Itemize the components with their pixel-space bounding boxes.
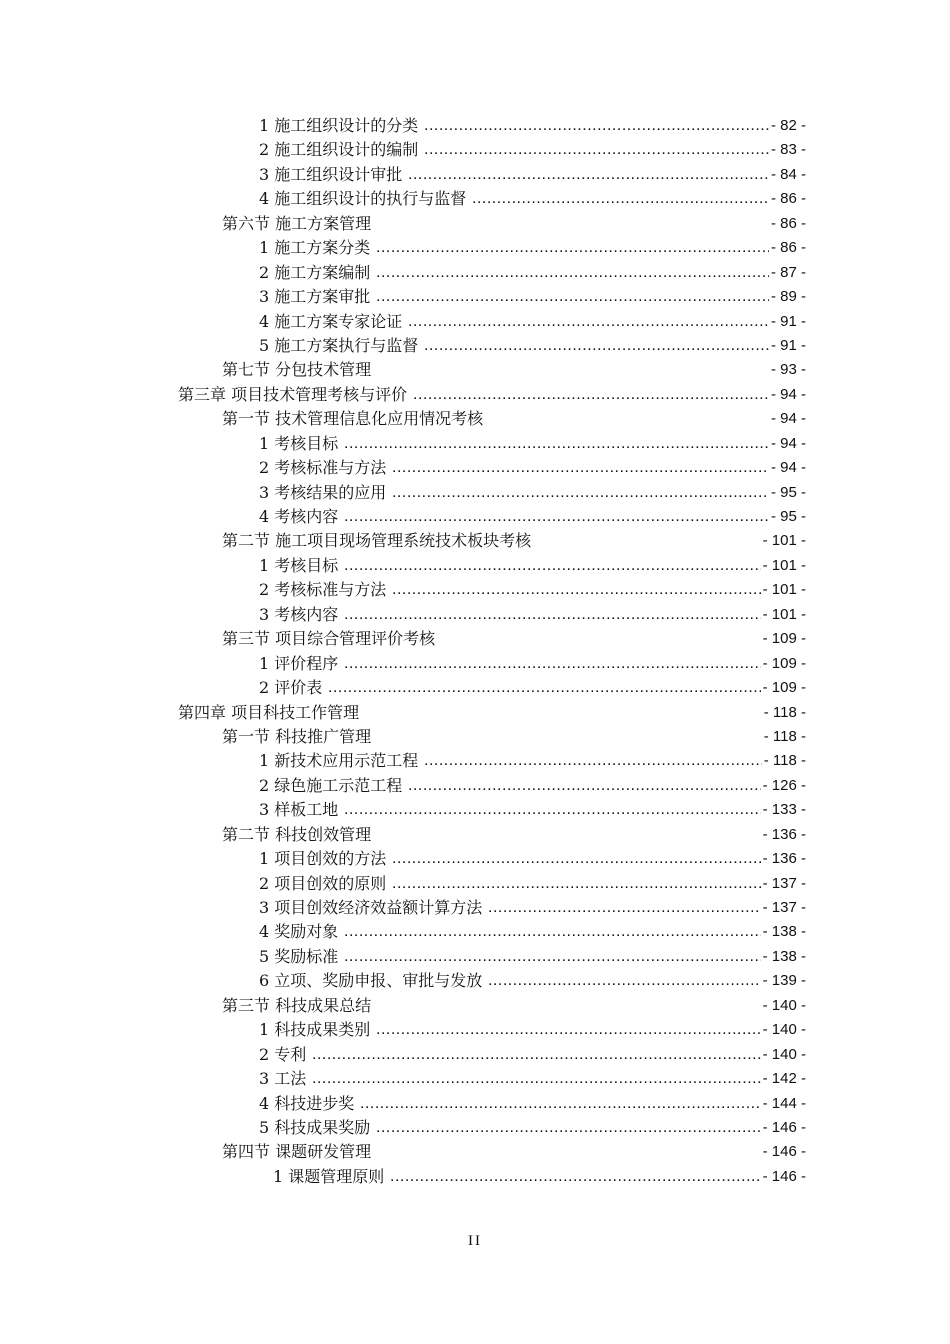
table-of-contents: [0, 114, 950, 1189]
toc-leader-dots: [344, 603, 761, 627]
toc-leader-dots: [408, 774, 761, 798]
toc-leader-dots: [392, 578, 761, 602]
toc-entry-title: 第二节 施工项目现场管理系统技术板块考核: [222, 529, 535, 553]
toc-leader-dots: [392, 481, 769, 505]
toc-entry-page-number: - 95 -: [770, 483, 806, 501]
toc-entry-title: 第一节 科技推广管理: [222, 725, 375, 749]
toc-leader-dots: [424, 138, 769, 162]
toc-entry-title: 第四章 项目科技工作管理: [178, 701, 363, 725]
toc-leader-dots: [408, 310, 769, 334]
toc-entry[interactable]: [0, 920, 950, 944]
toc-entry[interactable]: [0, 1140, 950, 1164]
toc-entry-title: 2 施工方案编制: [259, 261, 374, 285]
toc-leader-dots: [413, 383, 769, 407]
page-number-footer: II: [468, 1233, 482, 1249]
toc-entry-page-number: - 94 -: [770, 410, 806, 428]
toc-entry-page-number: - 138 -: [762, 923, 806, 941]
toc-leader-dots: [408, 163, 769, 187]
toc-leader-dots: [312, 1043, 761, 1067]
toc-entry-page-number: - 144 -: [762, 1094, 806, 1112]
toc-entry-title: 2 施工组织设计的编制: [259, 138, 422, 162]
toc-entry-title: 2 评价表: [259, 676, 326, 700]
toc-entry-title: 第三节 科技成果总结: [222, 994, 375, 1018]
toc-entry[interactable]: [0, 896, 950, 920]
toc-entry-page-number: - 146 -: [762, 1143, 806, 1161]
toc-entry-page-number: - 91 -: [770, 312, 806, 330]
toc-entry[interactable]: [0, 578, 950, 602]
toc-entry-page-number: - 140 -: [762, 1021, 806, 1039]
toc-entry-page-number: - 140 -: [762, 1045, 806, 1063]
toc-entry[interactable]: [0, 823, 950, 847]
toc-leader-dots: [390, 1165, 761, 1189]
toc-entry[interactable]: [0, 310, 950, 334]
toc-entry[interactable]: [0, 1116, 950, 1140]
toc-entry[interactable]: [0, 945, 950, 969]
toc-leader-dots: [344, 798, 761, 822]
toc-entry-title: 第一节 技术管理信息化应用情况考核: [222, 407, 487, 431]
toc-entry[interactable]: [0, 187, 950, 211]
toc-entry[interactable]: [0, 138, 950, 162]
toc-entry[interactable]: [0, 114, 950, 138]
toc-entry[interactable]: [0, 236, 950, 260]
toc-entry-title: 2 绿色施工示范工程: [259, 774, 406, 798]
toc-leader-dots: [376, 236, 769, 260]
toc-entry[interactable]: [0, 1092, 950, 1116]
toc-entry-page-number: - 84 -: [770, 165, 806, 183]
toc-entry-page-number: - 86 -: [770, 190, 806, 208]
toc-entry[interactable]: [0, 627, 950, 651]
toc-entry[interactable]: [0, 969, 950, 993]
toc-entry[interactable]: [0, 432, 950, 456]
toc-entry-title: 3 项目创效经济效益额计算方法: [259, 896, 486, 920]
toc-entry[interactable]: [0, 163, 950, 187]
toc-entry[interactable]: [0, 847, 950, 871]
toc-entry-page-number: - 133 -: [762, 801, 806, 819]
toc-entry-title: 1 科技成果类别: [259, 1018, 374, 1042]
toc-leader-dots: [424, 114, 769, 138]
toc-entry-title: 4 考核内容: [259, 505, 342, 529]
toc-entry-title: 第三章 项目技术管理考核与评价: [178, 383, 411, 407]
toc-leader-dots: [312, 1067, 761, 1091]
toc-entry-page-number: - 101 -: [762, 556, 806, 574]
toc-entry-title: 2 项目创效的原则: [259, 872, 390, 896]
toc-leader-dots: [472, 187, 769, 211]
toc-entry[interactable]: [0, 261, 950, 285]
toc-entry-title: 3 施工组织设计审批: [259, 163, 406, 187]
toc-entry-title: 1 考核目标: [259, 554, 342, 578]
toc-leader-dots: [376, 1116, 761, 1140]
toc-entry[interactable]: [0, 701, 950, 725]
toc-entry-title: 1 项目创效的方法: [259, 847, 390, 871]
toc-entry-title: 第七节 分包技术管理: [222, 358, 375, 382]
toc-leader-dots: [392, 847, 761, 871]
toc-leader-dots: [344, 505, 769, 529]
toc-entry[interactable]: [0, 1067, 950, 1091]
toc-entry[interactable]: [0, 725, 950, 749]
toc-entry-title: 3 考核结果的应用: [259, 481, 390, 505]
toc-entry-page-number: - 86 -: [770, 239, 806, 257]
toc-entry-title: 1 施工方案分类: [259, 236, 374, 260]
toc-entry[interactable]: [0, 603, 950, 627]
toc-leader-dots: [376, 285, 769, 309]
toc-entry-page-number: - 83 -: [770, 141, 806, 159]
toc-leader-dots: [344, 945, 761, 969]
toc-leader-dots: [488, 896, 761, 920]
toc-entry-page-number: - 137 -: [762, 899, 806, 916]
toc-entry-page-number: - 138 -: [762, 947, 806, 965]
toc-entry[interactable]: [0, 383, 950, 407]
toc-entry[interactable]: [0, 334, 950, 358]
toc-leader-dots: [344, 920, 761, 944]
toc-leader-dots: [328, 676, 761, 700]
toc-entry-title: 第四节 课题研发管理: [222, 1140, 375, 1164]
toc-entry[interactable]: [0, 1018, 950, 1042]
toc-entry-title: 4 科技进步奖: [259, 1092, 358, 1116]
toc-entry[interactable]: [0, 1043, 950, 1067]
toc-entry-title: 1 考核目标: [259, 432, 342, 456]
toc-entry-page-number: - 118 -: [763, 752, 806, 770]
toc-entry[interactable]: [0, 481, 950, 505]
toc-entry-page-number: - 94 -: [770, 434, 806, 452]
toc-entry[interactable]: [0, 676, 950, 700]
toc-entry-page-number: - 101 -: [762, 532, 806, 550]
toc-entry-title: 5 施工方案执行与监督: [259, 334, 422, 358]
toc-leader-dots: [424, 749, 762, 773]
toc-entry-page-number: - 91 -: [770, 336, 806, 354]
toc-leader-dots: [424, 334, 769, 358]
toc-entry-title: 6 立项、奖励申报、审批与发放: [259, 969, 486, 993]
toc-entry[interactable]: [0, 285, 950, 309]
toc-entry-title: 3 考核内容: [259, 603, 342, 627]
toc-entry-title: 3 施工方案审批: [259, 285, 374, 309]
toc-entry-title: 第三节 项目综合管理评价考核: [222, 627, 439, 651]
toc-entry[interactable]: [0, 872, 950, 896]
toc-entry[interactable]: [0, 1165, 950, 1189]
toc-entry-title: 2 考核标准与方法: [259, 578, 390, 602]
toc-entry-page-number: - 142 -: [762, 1070, 806, 1088]
toc-entry[interactable]: [0, 358, 950, 382]
toc-entry-page-number: - 101 -: [762, 605, 806, 623]
toc-entry[interactable]: [0, 798, 950, 822]
toc-entry[interactable]: [0, 407, 950, 431]
toc-leader-dots: [376, 261, 769, 285]
toc-entry-page-number: - 109 -: [762, 679, 806, 697]
toc-entry-title: 1 评价程序: [259, 652, 342, 676]
toc-entry-title: 第二节 科技创效管理: [222, 823, 375, 847]
toc-entry-page-number: - 137 -: [762, 874, 806, 892]
toc-entry-title: 3 工法: [259, 1067, 310, 1091]
toc-leader-dots: [488, 969, 761, 993]
toc-entry-page-number: - 146 -: [762, 1118, 806, 1136]
toc-entry-page-number: - 118 -: [763, 703, 806, 721]
toc-entry-title: 5 奖励标准: [259, 945, 342, 969]
toc-entry-title: 1 课题管理原则: [273, 1165, 388, 1189]
toc-entry-page-number: - 118 -: [763, 727, 806, 745]
toc-leader-dots: [392, 872, 761, 896]
toc-entry[interactable]: [0, 774, 950, 798]
toc-entry-title: 4 施工组织设计的执行与监督: [259, 187, 470, 211]
toc-leader-dots: [344, 432, 769, 456]
toc-entry[interactable]: [0, 994, 950, 1018]
toc-entry-page-number: - 95 -: [770, 508, 806, 525]
toc-entry-page-number: - 94 -: [770, 385, 806, 403]
toc-entry-title: 2 专利: [259, 1043, 310, 1067]
toc-entry[interactable]: [0, 554, 950, 578]
toc-entry-page-number: - 136 -: [762, 825, 806, 843]
toc-leader-dots: [392, 456, 769, 480]
toc-entry-page-number: - 109 -: [762, 630, 806, 648]
toc-entry-title: 4 奖励对象: [259, 920, 342, 944]
toc-entry-page-number: - 87 -: [770, 263, 806, 281]
toc-leader-dots: [344, 554, 761, 578]
toc-entry[interactable]: [0, 505, 950, 529]
toc-entry-page-number: - 86 -: [770, 214, 806, 232]
toc-leader-dots: [376, 1018, 761, 1042]
toc-entry-title: 4 施工方案专家论证: [259, 310, 406, 334]
toc-entry-page-number: - 109 -: [762, 654, 806, 672]
toc-entry-page-number: - 93 -: [770, 361, 806, 379]
toc-entry-title: 1 新技术应用示范工程: [259, 749, 422, 773]
toc-entry-title: 5 科技成果奖励: [259, 1116, 374, 1140]
toc-entry[interactable]: [0, 212, 950, 236]
toc-entry-title: 1 施工组织设计的分类: [259, 114, 422, 138]
toc-entry-title: 3 样板工地: [259, 798, 342, 822]
toc-entry-page-number: - 136 -: [762, 850, 806, 868]
toc-entry-page-number: - 82 -: [770, 117, 806, 134]
toc-leader-dots: [344, 652, 761, 676]
toc-entry[interactable]: [0, 529, 950, 553]
toc-entry[interactable]: [0, 749, 950, 773]
toc-entry-page-number: - 126 -: [762, 776, 806, 794]
toc-entry[interactable]: [0, 652, 950, 676]
toc-entry-page-number: - 89 -: [770, 288, 806, 306]
toc-entry-page-number: - 139 -: [762, 972, 806, 990]
toc-entry-page-number: - 146 -: [762, 1167, 806, 1185]
toc-entry-page-number: - 94 -: [770, 459, 806, 477]
toc-entry-title: 2 考核标准与方法: [259, 456, 390, 480]
toc-entry-page-number: - 101 -: [762, 581, 806, 599]
toc-entry[interactable]: [0, 456, 950, 480]
toc-leader-dots: [360, 1092, 761, 1116]
toc-entry-title: 第六节 施工方案管理: [222, 212, 375, 236]
toc-entry-page-number: - 140 -: [762, 996, 806, 1014]
